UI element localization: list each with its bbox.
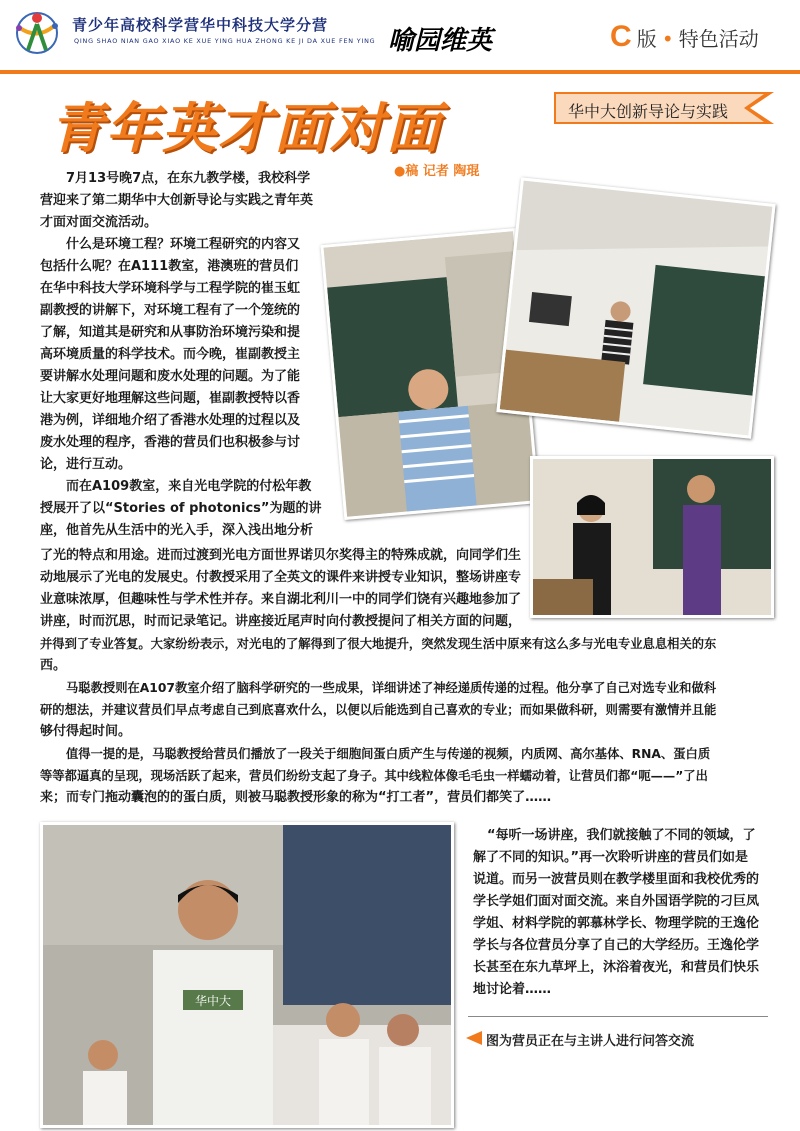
text-line: 说道。而另一波营员则在教学楼里面和我校优秀的: [473, 872, 760, 887]
text-line: 要讲解水处理问题和废水处理的问题。为了能: [40, 369, 301, 384]
edition-letter: C: [610, 20, 632, 53]
text-line: 了光的特点和用途。进而过渡到光电方面世界诺贝尔奖得主的特殊成就，向同学们生: [40, 548, 522, 563]
text-line: 讲座，时而沉思，时而记录笔记。讲座接近尾声时向付教授提问了相关方面的问题，: [40, 614, 522, 629]
camp-logo-icon: [10, 6, 64, 60]
text-line: 并得到了专业答复。大家纷纷表示，对光电的了解得到了很大地提升，突然发现生活中原来有这么多与光电专业息息相关的东: [40, 637, 717, 651]
camp-name-cn: 青少年高校科学营华中科技大学分营: [72, 16, 329, 34]
edition-dot: •: [661, 27, 674, 51]
text-line: 长甚至在东九草坪上，沐浴着夜光，和营员们快乐: [473, 960, 760, 975]
text-line: 来；而专门拖动囊泡的的蛋白质，则被马聪教授形象的称为“打工者”，营员们都笑了……: [40, 790, 552, 805]
text-line: 7月13号晚7点，在东九教学楼，我校科学: [66, 171, 311, 186]
text-line: 业意味浓厚，但趣味性与学术性并存。来自湖北利川一中的同学们饶有兴趣地参加了: [40, 592, 522, 607]
text-line: “每听一场讲座，我们就接触了不同的领域，了: [487, 828, 756, 843]
camp-name-en: QING SHAO NIAN GAO XIAO KE XUE YING HUA ZHONG KE JI DA XUE FEN YING: [74, 37, 376, 45]
text-line: 解了不同的知识。”再一次聆听讲座的营员们如是: [473, 850, 749, 865]
header-rule: [0, 70, 800, 74]
text-line: 研的想法，并建议营员们早点考虑自己到底喜欢什么，以便以后能选到自己喜欢的专业；而如果做科研，则需要有激情并且能: [40, 703, 717, 717]
text-line: 高环境质量的科学技术。而今晚，崔副教授主: [40, 347, 301, 362]
text-line: 论，进行互动。: [40, 457, 132, 472]
text-line: 地讨论着……: [473, 982, 552, 997]
text-line: 才面对面交流活动。: [40, 215, 158, 230]
shirt-text: 华中大: [194, 994, 232, 1008]
caption-rule: [468, 1016, 768, 1017]
text-line: 什么是环境工程？环境工程研究的内容又: [66, 237, 301, 252]
text-line: 港为例，详细地介绍了香港水处理的过程以及: [40, 413, 301, 428]
text-line: 营迎来了第二期华中大创新导论与实践之青年英: [40, 193, 314, 208]
text-line: 而在A109教室，来自光电学院的付松年教: [66, 479, 312, 494]
photo-caption: 图为营员正在与主讲人进行问答交流: [486, 1034, 695, 1049]
text-line: 西。: [40, 658, 67, 673]
caption-arrow-icon: [466, 1031, 482, 1045]
text-line: 学长与各位营员分享了自己的大学经历。王逸伦学: [473, 938, 760, 953]
text-line: 马聪教授则在A107教室介绍了脑科学研究的一些成果，详细讲述了神经递质传递的过程。他分享了自己对选专业和做科: [66, 681, 717, 695]
text-line: 学长学姐们面对面交流。来自外国语学院的刁巨凤: [473, 894, 760, 909]
text-line: 废水处理的程序，香港的营员们也积极参与讨: [40, 435, 301, 450]
text-line: 在华中科技大学环境科学与工程学院的崔玉虹: [40, 281, 301, 296]
masthead: 喻园维英: [388, 26, 493, 56]
photo-students: [530, 456, 774, 618]
text-line: 座，他首先从生活中的光入手，深入浅出地分析: [40, 523, 314, 538]
photo-classroom: [496, 177, 775, 438]
edition-label: [610, 20, 759, 54]
text-line: 让大家更好地理解这些问题，崔副教授特以香: [40, 391, 301, 406]
text-line: 够付得起时间。: [40, 724, 132, 739]
text-line: 包括什么呢？在A111教室，港澳班的营员们: [40, 259, 299, 274]
text-line: 动地展示了光电的发展史。付教授采用了全英文的课件来讲授专业知识，整场讲座专: [40, 570, 522, 585]
article-column-left: [40, 168, 330, 542]
text-line: 副教授的讲解下，对环境工程有了一个笼统的: [40, 303, 301, 318]
column-tag: 华中大创新导论与实践: [568, 102, 729, 121]
photo-audience: [40, 822, 454, 1128]
text-line: 学姐、材料学院的郭慕林学长、物理学院的王逸伦: [473, 916, 760, 931]
section-name: 特色活动: [678, 29, 759, 51]
edition-suffix: 版: [636, 29, 657, 51]
text-line: 值得一提的是，马聪教授给营员们播放了一段关于细胞间蛋白质产生与传递的视频，内质网、高尔基体、RNA、蛋白质: [66, 747, 711, 761]
byline: ●稿 记者 陶琨: [394, 164, 480, 179]
text-line: 了解，知道其是研究和从事防治环境污染和提: [40, 325, 301, 340]
article-column-right: [473, 825, 773, 1001]
text-line: 等等都逼真的呈现，现场活跃了起来，营员们纷纷支起了身子。其中线粒体像毛毛虫一样蠕动着，让营员们都“呃——”了出: [40, 769, 708, 783]
article-title: 青年英才面对面: [50, 97, 442, 160]
text-line: 授展开了以“Stories of photonics”为题的讲: [40, 501, 322, 516]
